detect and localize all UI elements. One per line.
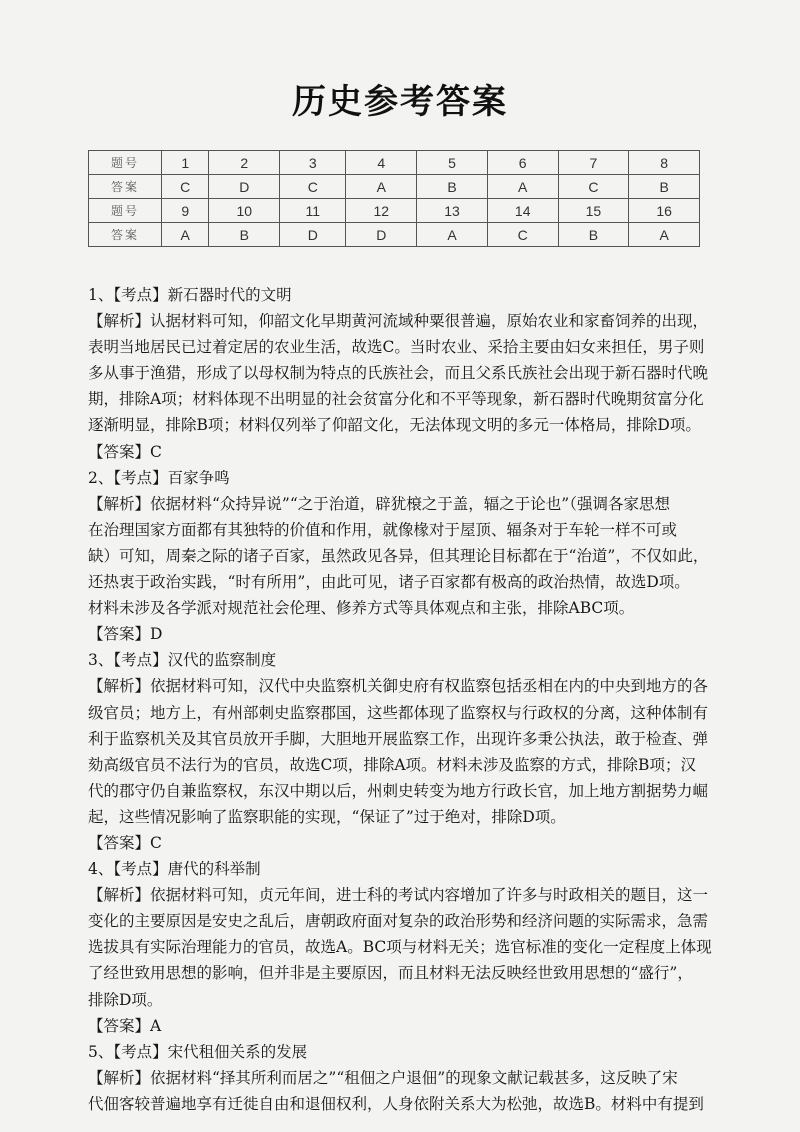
table-cell: 15 [558,199,629,223]
analysis-line: 缺）可知，周秦之际的诸子百家，虽然政见各异，但其理论目标都在于“治道”，不仅如此， [88,546,709,565]
table-cell: 10 [209,199,280,223]
table-cell: A [487,175,558,199]
explanations [88,282,728,1117]
analysis-line: 逐渐明显，排除B项；材料仅列举了仰韶文化，无法体现文明的多元一体格局，排除D项。 [88,416,701,435]
analysis-line: 还热衷于政治实践，“时有所用”，由此可见，诸子百家都有极高的政治热情，故选D项。 [88,573,690,592]
row-header: 答案 [89,223,162,247]
analysis-line: 变化的主要原因是安史之乱后，唐朝政府面对复杂的政治形势和经济问题的实际需求，急需 [88,912,709,931]
analysis-line: 选拔具有实际治理能力的官员，故选A。BC项与材料无关；选官标准的变化一定程度上体现 [88,938,712,957]
table-cell: C [487,223,558,247]
answer-line: 【答案】C [88,833,162,852]
answer-table-row [89,175,700,199]
table-cell: A [346,175,417,199]
analysis-line: 期，排除A项；材料体现不出明显的社会贫富分化和不平等现象，新石器时代晚期贫富分化 [88,390,704,409]
table-cell: B [629,175,700,199]
table-cell: D [346,223,417,247]
kaodian-heading: 1、【考点】新石器时代的文明 [88,286,292,304]
question-explanation [88,282,728,465]
analysis-line: 代的郡守仍自兼监察权，东汉中期以后，州刺史转变为地方行政长官，加上地方割据势力崛 [88,781,709,800]
table-cell: A [417,223,488,247]
table-cell: 8 [629,151,700,175]
analysis-line: 级官员；地方上，有州部刺史监察郡国，这些都体现了监察权与行政权的分离，这种体制有 [88,703,709,722]
row-header: 答案 [89,175,162,199]
answer-line: 【答案】D [88,625,163,644]
page-title: 历史参考答案 [292,82,508,122]
table-cell: 7 [558,151,629,175]
kaodian-heading: 5、【考点】宋代租佃关系的发展 [88,1042,308,1061]
analysis-line: 劾高级官员不法行为的官员，故选C项，排除A项。材料未涉及监察的方式，排除B项；汉 [88,755,696,774]
question-explanation [88,465,728,648]
analysis-line: 【解析】依据材料可知，汉代中央监察机关御史府有权监察包括丞相在内的中央到地方的各 [88,677,709,696]
analysis-line: 多从事于渔猎，形成了以母权制为特点的氏族社会，而且父系氏族社会出现于新石器时代晚 [88,364,709,383]
analysis-line: 起，这些情况影响了监察职能的实现，“保证了”过于绝对，排除D项。 [88,807,566,826]
table-cell: 12 [346,199,417,223]
analysis-line: 排除D项。 [88,990,163,1009]
table-cell: 14 [487,199,558,223]
row-header: 题号 [89,151,162,175]
analysis-line: 【解析】依据材料“众持异说”“之于治道，辟犹榱之于盖，辐之于论也”（强调各家思想 [88,494,670,513]
table-cell: 3 [280,151,346,175]
table-cell: C [162,175,209,199]
analysis-line: 在治理国家方面都有其独特的价值和作用，就像椽对于屋顶、辐条对于车轮一样不可或 [88,520,678,539]
table-cell: 6 [487,151,558,175]
answer-table-row [89,223,700,247]
analysis-line: 【解析】认据材料可知，仰韶文化早期黄河流域种粟很普遍，原始农业和家畜饲养的出现， [88,312,709,331]
table-cell: C [280,175,346,199]
kaodian-heading: 4、【考点】唐代的科举制 [88,860,261,879]
table-cell: 2 [209,151,280,175]
answer-table [88,150,700,247]
answer-line: 【答案】C [88,442,162,461]
table-cell: 9 [162,199,209,223]
analysis-line: 利于监察机关及其官员放开手脚，大胆地开展监察工作，出现许多秉公执法，敢于检查、弹 [88,729,709,748]
analysis-line: 了经世致用思想的影响，但并非是主要原因，而且材料无法反映经世致用思想的“盛行”， [88,964,693,983]
answer-table-row [89,199,700,223]
table-cell: B [209,223,280,247]
table-cell: 4 [346,151,417,175]
answer-line: 【答案】A [88,1016,162,1035]
table-cell: 13 [417,199,488,223]
table-cell: B [417,175,488,199]
table-cell: 5 [417,151,488,175]
analysis-line: 代佃客较普遍地享有迁徙自由和退佃权利，人身依附关系大为松弛，故选B。材料中有提到 [88,1094,704,1113]
table-cell: A [629,223,700,247]
analysis-line: 【解析】依据材料“择其所利而居之”“租佃之户退佃”的现象文献记载甚多，这反映了宋 [88,1068,678,1087]
table-cell: 1 [162,151,209,175]
table-cell: A [162,223,209,247]
kaodian-heading: 2、【考点】百家争鸣 [88,468,230,487]
question-explanation [88,647,728,856]
question-explanation [88,856,728,1039]
question-explanation [88,1039,728,1117]
kaodian-heading: 3、【考点】汉代的监察制度 [88,651,277,670]
answer-table-row [89,151,700,175]
table-cell: D [280,223,346,247]
table-cell: C [558,175,629,199]
analysis-line: 【解析】依据材料可知，贞元年间，进士科的考试内容增加了许多与时政相关的题目，这一 [88,886,709,905]
row-header: 题号 [89,199,162,223]
analysis-line: 表明当地居民已过着定居的农业生活，故选C。当时农业、采拾主要由妇女来担任，男子则 [88,338,705,357]
table-cell: D [209,175,280,199]
table-cell: B [558,223,629,247]
analysis-line: 材料未涉及各学派对规范社会伦理、修养方式等具体观点和主张，排除ABC项。 [88,599,635,618]
table-cell: 11 [280,199,346,223]
table-cell: 16 [629,199,700,223]
